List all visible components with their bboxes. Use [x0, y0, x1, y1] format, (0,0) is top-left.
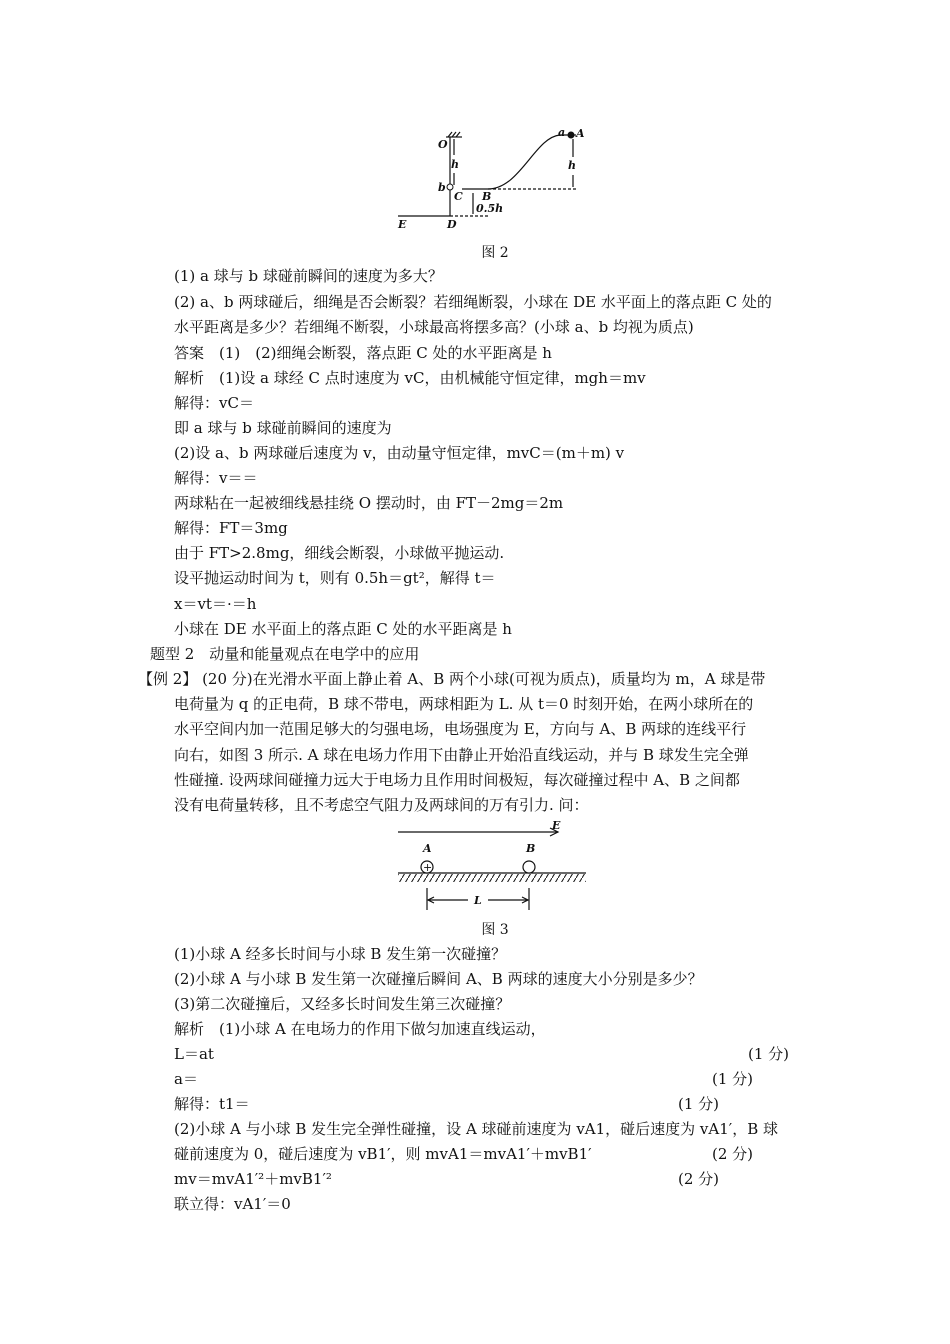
ex2-question-2: (2)小球 A 与小球 B 发生第一次碰撞后瞬间 A、B 两球的速度大小分别是多少？ [174, 970, 703, 988]
ex1-solution-3: 即 a 球与 b 球碰前瞬间的速度为 [174, 419, 392, 437]
figure-3-diagram [390, 818, 590, 914]
ex2-solution-6: 碰前速度为 0，碰后速度为 vB1′，则 mvA1＝mvA1′＋mvB1′ [174, 1145, 592, 1163]
label-half-h: 0.5h [476, 202, 504, 215]
ex1-question-1: (1) a 球与 b 球碰前瞬间的速度为多大？ [174, 267, 443, 285]
label-b: b [438, 181, 446, 194]
score-3: (1 分) [678, 1095, 720, 1113]
ex2-solution-7: mv＝mvA1′²＋mvB1′² [174, 1170, 332, 1188]
ex2-solution-3: a＝ [174, 1070, 198, 1088]
ex2-line-3: 水平空间内加一范围足够大的匀强电场，电场强度为 E，方向与 A、B 两球的连线平行 [174, 720, 747, 738]
label-D: D [447, 218, 457, 231]
ex1-answer: 答案 (1) (2)细绳会断裂，落点距 C 处的水平距离是 h [174, 344, 552, 362]
ex2-line-2: 电荷量为 q 的正电荷，B 球不带电，两球相距为 L. 从 t＝0 时刻开始，在两小球所在的 [174, 695, 754, 713]
figure-3-caption: 图 3 [481, 922, 509, 938]
fig3-label-B: B [526, 842, 536, 855]
ex1-solution-5: 解得：v＝＝ [174, 469, 258, 487]
label-O: O [438, 138, 448, 151]
label-B: B [482, 190, 492, 203]
section-title: 题型 2 动量和能量观点在电学中的应用 [150, 645, 420, 663]
fig3-label-A: A [423, 842, 432, 855]
ex1-solution-8: 由于 FT>2.8mg，细线会断裂，小球做平抛运动. [174, 544, 505, 562]
ex1-solution-7: 解得：FT＝3mg [174, 519, 288, 537]
ex1-question-2-line2: 水平距离是多少？若细绳不断裂，小球最高将摆多高？(小球 a、b 均视为质点) [174, 318, 694, 336]
ex1-solution-11: 小球在 DE 水平面上的落点距 C 处的水平距离是 h [174, 620, 512, 638]
ex2-line-5: 性碰撞. 设两球间碰撞力远大于电场力且作用时间极短，每次碰撞过程中 A、B 之间都 [174, 771, 740, 789]
ex2-solution-1: 解析 (1)小球 A 在电场力的作用下做匀加速直线运动， [174, 1020, 546, 1038]
ex1-solution-4: (2)设 a、b 两球碰后速度为 v，由动量守恒定律，mvC＝(m＋m) v [174, 444, 625, 462]
label-a: a [558, 126, 566, 139]
score-4: (2 分) [712, 1145, 754, 1163]
label-A: A [576, 127, 585, 140]
label-h-right: h [568, 159, 576, 172]
ex1-solution-10: x＝vt＝·＝h [174, 595, 257, 613]
ex2-line-4: 向右，如图 3 所示. A 球在电场力作用下由静止开始沿直线运动，并与 B 球发生完全弹 [174, 746, 749, 764]
figure-2-diagram [390, 125, 590, 235]
figure-2-caption: 图 2 [481, 245, 509, 261]
ex2-solution-8: 联立得：vA1′＝0 [174, 1195, 291, 1213]
ex2-solution-4: 解得：t1＝ [174, 1095, 250, 1113]
ex1-solution-6: 两球粘在一起被细线悬挂绕 O 摆动时，由 FT－2mg＝2m [174, 494, 564, 512]
ex2-question-1: (1)小球 A 经多长时间与小球 B 发生第一次碰撞？ [174, 945, 507, 963]
ex2-solution-2: L＝at [174, 1045, 214, 1063]
label-E: E [398, 218, 407, 231]
label-C: C [454, 190, 463, 203]
ex1-solution-1: 解析 (1)设 a 球经 C 点时速度为 vC，由机械能守恒定律，mgh＝mv [174, 369, 646, 387]
ex2-solution-5: (2)小球 A 与小球 B 发生完全弹性碰撞，设 A 球碰前速度为 vA1，碰后速度为 vA1′，B 球 [174, 1120, 778, 1138]
ex1-solution-9: 设平抛运动时间为 t，则有 0.5h＝gt²，解得 t＝ [174, 569, 496, 587]
fig3-label-E: E [552, 819, 561, 832]
label-h-left: h [451, 158, 459, 171]
ex1-question-2-line1: (2) a、b 两球碰后，细绳是否会断裂？若细绳断裂，小球在 DE 水平面上的落点距 C 处的 [174, 293, 772, 311]
fig3-plus-sign: + [423, 861, 433, 874]
ex2-line-1: 【例 2】 (20 分)在光滑水平面上静止着 A、B 两个小球(可视为质点)，质量均为 m，A 球是带 [138, 670, 766, 688]
ex2-line-6: 没有电荷量转移，且不考虑空气阻力及两球间的万有引力. 问： [174, 796, 589, 814]
score-1: (1 分) [748, 1045, 790, 1063]
score-5: (2 分) [678, 1170, 720, 1188]
fig3-label-L: L [474, 894, 482, 907]
ex2-question-3: (3)第二次碰撞后，又经多长时间发生第三次碰撞？ [174, 995, 511, 1013]
score-2: (1 分) [712, 1070, 754, 1088]
ex1-solution-2: 解得：vC＝ [174, 394, 254, 412]
